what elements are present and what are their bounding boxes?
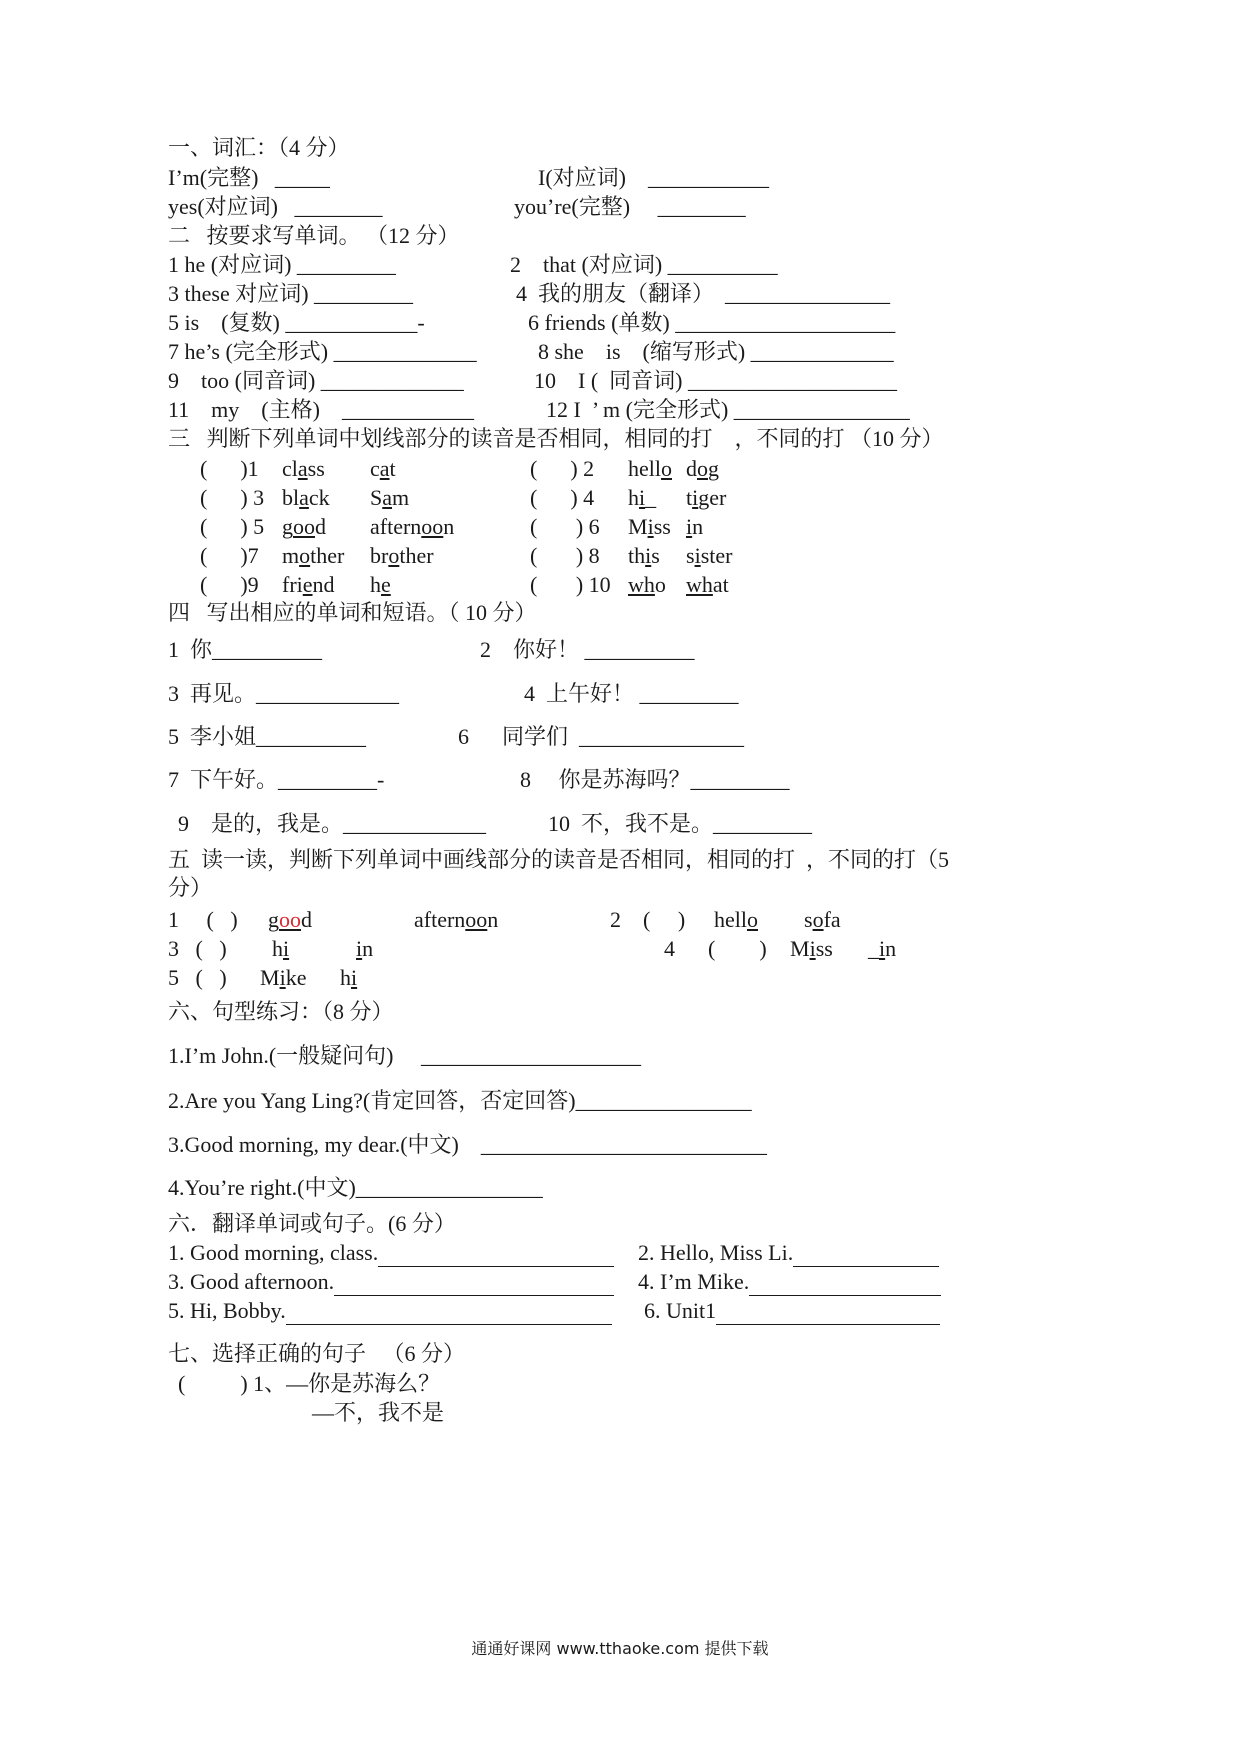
s3-row-word4: what — [686, 572, 729, 597]
s3-row-word3: Miss — [628, 514, 671, 539]
s4-q9: 9 是的，我是。_____________ — [178, 811, 487, 836]
s6b-q4-text: 4. I’m Mike. — [638, 1269, 750, 1294]
s5-r1-label: 1 ( ) — [168, 907, 255, 932]
s3-row-paren: ( ) 5 — [200, 514, 270, 539]
s2-q1: 1 he (对应词) _________ — [168, 252, 396, 277]
s6a-q2: 2.Are you Yang Ling?(肯定回答，否定回答)________________ — [168, 1088, 752, 1113]
s2-q10: 10 I ( 同音词) ___________________ — [534, 368, 897, 393]
s5-r1-word1: good — [268, 907, 312, 932]
s4-q6: 6 同学们 _______________ — [458, 724, 745, 749]
s3-row-paren2: ( ) 8 — [530, 543, 606, 568]
s1-q1: I’m(完整) _____ — [168, 165, 330, 190]
s6b-q4 — [638, 1268, 941, 1296]
s3-row-word4: tiger — [686, 485, 727, 510]
s5-r2-word4: _in — [868, 936, 897, 961]
s6a-q1: 1.I’m John.(一般疑问句) ____________________ — [168, 1043, 641, 1068]
s4-q3: 3 再见。_____________ — [168, 681, 400, 706]
s3-row-word4: sister — [686, 543, 733, 568]
section-6a-title: 六、句型练习：（8 分） — [168, 999, 394, 1024]
s3-row-paren: ( )1 — [200, 456, 259, 481]
s5-r3-word2: hi — [340, 965, 358, 990]
s5-r2-label: 3 ( ) — [168, 936, 244, 961]
s5-r3-word1: Mike — [260, 965, 307, 990]
s3-row-word4: in — [686, 514, 704, 539]
s6b-q5-text: 5. Hi, Bobby. — [168, 1298, 286, 1323]
page-footer: 通通好课网 www.tthaoke.com 提供下载 — [471, 1639, 769, 1658]
s3-row-word1: black — [282, 485, 330, 510]
s6b-q1 — [168, 1239, 614, 1267]
s6b-q3 — [168, 1268, 614, 1296]
s3-row-paren: ( ) 3 — [200, 485, 270, 510]
s6b-q5 — [168, 1297, 612, 1325]
s3-row-word4: dog — [686, 456, 719, 481]
s3-row-paren2: ( ) 4 — [530, 485, 600, 510]
section-2-title: 二 按要求写单词。 （12 分） — [168, 223, 460, 248]
s5-r2-word2: in — [356, 936, 374, 961]
answer-line — [378, 1244, 614, 1267]
answer-line — [334, 1273, 614, 1296]
s6b-q2-text: 2. Hello, Miss Li. — [638, 1240, 794, 1265]
s3-row-word2: cat — [370, 456, 396, 481]
s4-q4: 4 上午好！ _________ — [524, 681, 739, 706]
s3-row-word1: good — [282, 514, 326, 539]
answer-line — [286, 1302, 612, 1325]
s5-r1-word2: afternoon — [414, 907, 499, 932]
s6b-q6 — [644, 1297, 940, 1325]
s4-q8: 8 你是苏海吗？_________ — [520, 767, 790, 792]
section-4-title: 四 写出相应的单词和短语。（ 10 分） — [168, 600, 537, 625]
s3-row-paren2: ( ) 10 — [530, 572, 617, 597]
s3-row-paren2: ( ) 6 — [530, 514, 606, 539]
section-1-title: 一、词汇：（4 分） — [168, 135, 350, 160]
s2-q5: 5 is (复数) ____________- — [168, 310, 425, 335]
s3-row-paren: ( )9 — [200, 572, 265, 597]
s3-row-word2: Sam — [370, 485, 410, 510]
s2-q8: 8 she is (缩写形式) _____________ — [538, 339, 894, 364]
s2-q12: 12 I ’ m (完全形式) ________________ — [546, 397, 910, 422]
s5-r1-word4: sofa — [804, 907, 841, 932]
section-5-title-line2: 分） — [168, 875, 213, 900]
s4-q7: 7 下午好。_________- — [168, 767, 385, 792]
s3-row-paren: ( )7 — [200, 543, 265, 568]
s3-row-word2: afternoon — [370, 514, 455, 539]
s1-q3: yes(对应词) ________ — [168, 194, 383, 219]
s6a-q4: 4.You’re right.(中文)_________________ — [168, 1175, 543, 1200]
s5-r2-word3: Miss — [790, 936, 833, 961]
answer-line — [716, 1302, 940, 1325]
s4-q1: 1 你__________ — [168, 637, 323, 662]
s3-row-word1: mother — [282, 543, 345, 568]
s3-row-word1: friend — [282, 572, 335, 597]
s1-q2: I(对应词) ___________ — [538, 165, 769, 190]
s2-q3: 3 these 对应词) _________ — [168, 281, 414, 306]
s3-row-word3: hello — [628, 456, 672, 481]
s6a-q3: 3.Good morning, my dear.(中文) __________________________ — [168, 1132, 767, 1157]
section-5-title-line1: 五 读一读，判断下列单词中画线部分的读音是否相同，相同的打 ，不同的打（5 — [168, 847, 950, 872]
s2-q4: 4 我的朋友（翻译） _______________ — [516, 281, 891, 306]
s3-row-word2: brother — [370, 543, 434, 568]
s4-q5: 5 李小姐__________ — [168, 724, 367, 749]
s5-r3-label: 5 ( ) — [168, 965, 244, 990]
s4-q2: 2 你好！ __________ — [480, 637, 695, 662]
s3-row-word2: he — [370, 572, 391, 597]
s1-q4: you’re(完整) ________ — [514, 194, 746, 219]
s5-r1-label2: 2 ( ) — [610, 907, 686, 932]
s3-row-word1: class — [282, 456, 325, 481]
s5-r2-label2: 4 ( ) — [664, 936, 767, 961]
section-7-title: 七、选择正确的句子 （6 分） — [168, 1341, 466, 1366]
s2-q2: 2 that (对应词) __________ — [510, 252, 778, 277]
s3-row-word3: hi_ — [628, 485, 657, 510]
s3-row-paren2: ( ) 2 — [530, 456, 600, 481]
s6b-q6-text: 6. Unit1 — [644, 1298, 717, 1323]
s4-q10: 10 不，我不是。_________ — [548, 811, 813, 836]
answer-line — [793, 1244, 939, 1267]
s3-row-word3: this — [628, 543, 660, 568]
section-6b-title: 六．翻译单词或句子。(6 分） — [168, 1211, 456, 1236]
answer-line — [749, 1273, 941, 1296]
s2-q11: 11 my (主格) ____________ — [168, 397, 474, 422]
s3-row-word3: who — [628, 572, 666, 597]
s2-q9: 9 too (同音词) _____________ — [168, 368, 464, 393]
s6b-q1-text: 1. Good morning, class. — [168, 1240, 379, 1265]
s2-q7: 7 he’s (完全形式) _____________ — [168, 339, 477, 364]
s7-q1-question: ( ) 1、—你是苏海么？ — [178, 1371, 441, 1396]
s5-r2-word1: hi — [272, 936, 290, 961]
s6b-q3-text: 3. Good afternoon. — [168, 1269, 335, 1294]
section-3-title: 三 判断下列单词中划线部分的读音是否相同，相同的打 ，不同的打 （10 分） — [168, 426, 944, 451]
s2-q6: 6 friends (单数) ____________________ — [528, 310, 896, 335]
s5-r1-word3: hello — [714, 907, 758, 932]
s7-q1-answer: —不，我不是 — [312, 1400, 445, 1425]
s6b-q2 — [638, 1239, 939, 1267]
